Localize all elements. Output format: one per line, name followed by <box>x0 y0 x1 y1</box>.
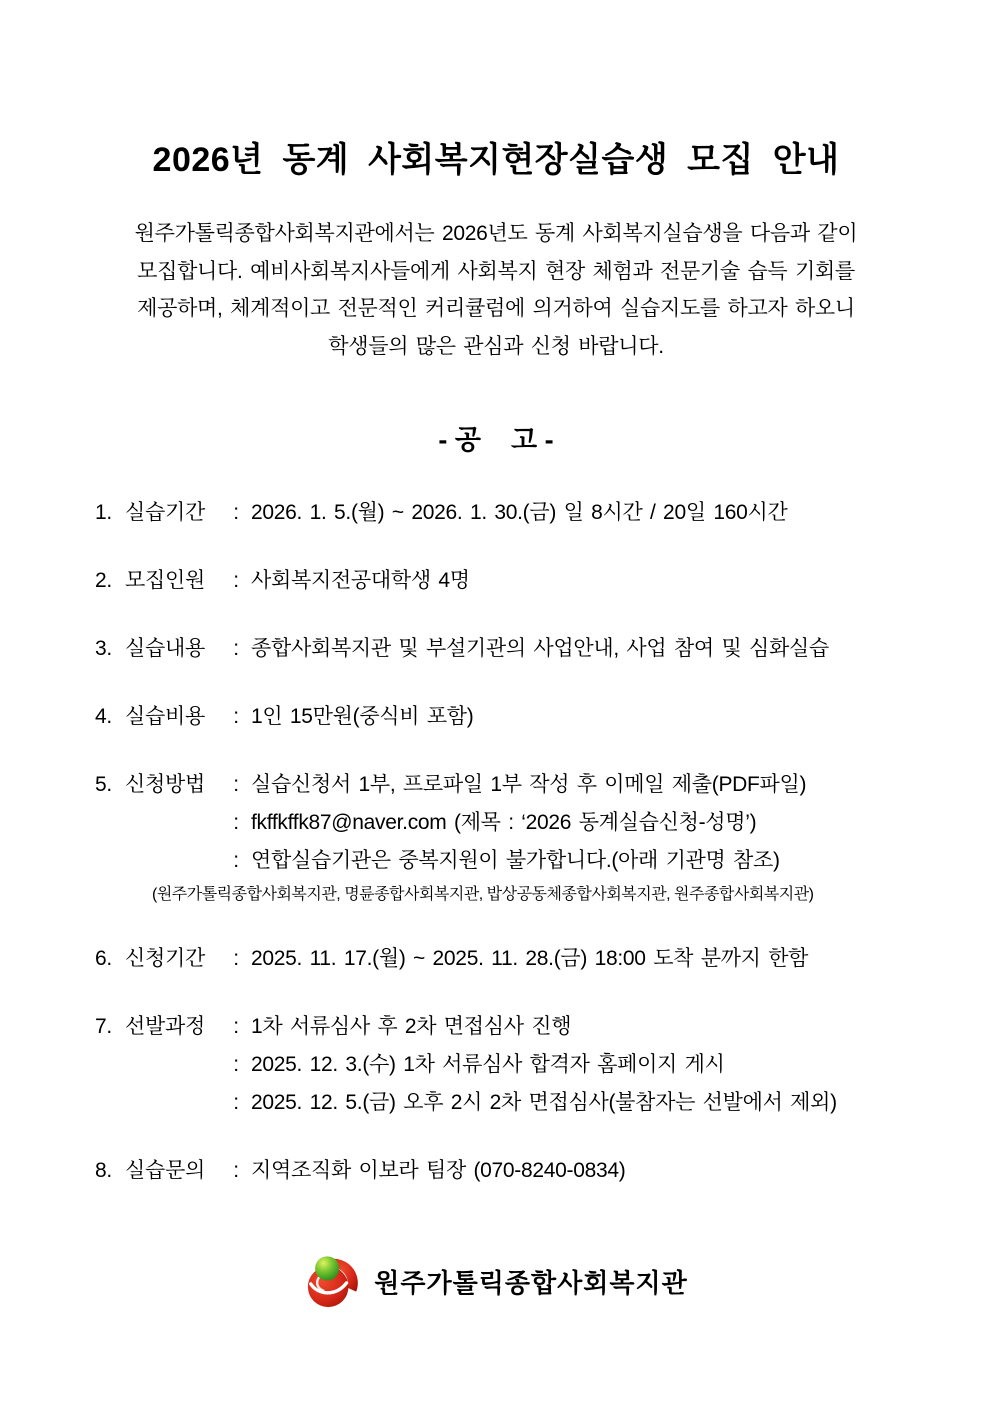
item-colon: : <box>233 849 239 872</box>
item-text: 2025. 11. 17.(월) ~ 2025. 11. 28.(금) 18:00 도착 분까지 한함 <box>251 947 809 970</box>
item-colon: : <box>233 811 239 834</box>
item-number: 4. <box>95 705 112 728</box>
item-label: 선발과정 <box>125 1015 205 1038</box>
item-colon: : <box>233 773 239 796</box>
notice-item-capacity <box>95 562 945 600</box>
page-title: 2026년 동계 사회복지현장실습생 모집 안내 <box>152 141 840 179</box>
item-number: 8. <box>95 1159 112 1182</box>
item-text: 2026. 1. 5.(월) ~ 2026. 1. 30.(금) 일 8시간 / 20일 160시간 <box>251 501 788 524</box>
item-number: 2. <box>95 569 112 592</box>
item-number: 5. <box>95 773 112 796</box>
intro-line: 원주가톨릭종합사회복지관에서는 2026년도 동계 사회복지실습생을 다음과 같이 <box>134 222 858 245</box>
item-colon: : <box>233 1015 239 1038</box>
item-label: 실습비용 <box>125 705 205 728</box>
item-label: 신청기간 <box>125 947 205 970</box>
item-number: 7. <box>95 1015 112 1038</box>
intro-line: 제공하며, 체계적이고 전문적인 커리큘럼에 의거하여 실습지도를 하고자 하오니 <box>137 297 855 320</box>
item-text: 1인 15만원(중식비 포함) <box>251 705 474 728</box>
item-label: 실습기간 <box>125 501 205 524</box>
item-colon: : <box>233 1091 239 1114</box>
item-text-email: fkffkffk87@naver.com (제목 : ‘2026 동계실습신청-성명’) <box>251 811 757 834</box>
item-text: 연합실습기관은 중복지원이 불가합니다.(아래 기관명 참조) <box>251 849 780 872</box>
item-text: 종합사회복지관 및 부설기관의 사업안내, 사업 참여 및 심화실습 <box>251 637 829 660</box>
item-colon: : <box>233 501 239 524</box>
item-text: 1차 서류심사 후 2차 면접심사 진행 <box>251 1015 572 1038</box>
item-text: 2025. 12. 5.(금) 오후 2시 2차 면접심사(불참자는 선발에서 제외) <box>251 1091 837 1114</box>
item-number: 6. <box>95 947 112 970</box>
item-label: 신청방법 <box>125 773 205 796</box>
affiliated-centers-note: (원주가톨릭종합사회복지관, 명륜종합사회복지관, 밥상공동체종합사회복지관, 원주종합사회복지관) <box>152 886 814 903</box>
item-text: 2025. 12. 3.(수) 1차 서류심사 합격자 홈페이지 게시 <box>251 1053 725 1076</box>
item-colon: : <box>233 569 239 592</box>
item-colon: : <box>233 637 239 660</box>
notice-item-application-period <box>95 940 945 978</box>
footer <box>0 1252 992 1310</box>
item-label: 실습문의 <box>125 1159 205 1182</box>
notice-item-period <box>95 494 945 532</box>
notice-item-fee <box>95 698 945 736</box>
item-colon: : <box>233 1053 239 1076</box>
item-colon: : <box>233 947 239 970</box>
intro-line: 모집합니다. 예비사회복지사들에게 사회복지 현장 체험과 전문기술 습득 기회를 <box>137 259 855 283</box>
item-text: 사회복지전공대학생 4명 <box>251 569 470 592</box>
org-logo-icon <box>304 1252 362 1310</box>
notice-item-list <box>95 494 945 1190</box>
item-colon: : <box>233 1159 239 1182</box>
intro-line: 학생들의 많은 관심과 신청 바랍니다. <box>328 334 664 358</box>
item-colon: : <box>233 705 239 728</box>
item-label: 모집인원 <box>125 569 205 592</box>
notice-item-content <box>95 630 945 668</box>
notice-item-contact <box>95 1152 945 1190</box>
notice-item-selection-process <box>95 1008 945 1122</box>
item-text: 실습신청서 1부, 프로파일 1부 작성 후 이메일 제출(PDF파일) <box>251 773 807 796</box>
notice-item-application-method <box>95 766 945 910</box>
item-label: 실습내용 <box>125 637 205 660</box>
org-name: 원주가톨릭종합사회복지관 <box>374 1267 688 1298</box>
notice-heading: - 공 고 - <box>438 425 554 455</box>
item-number: 1. <box>95 501 112 524</box>
item-text: 지역조직화 이보라 팀장 (070-8240-0834) <box>251 1159 626 1182</box>
item-number: 3. <box>95 637 112 660</box>
intro-paragraph <box>70 215 922 365</box>
